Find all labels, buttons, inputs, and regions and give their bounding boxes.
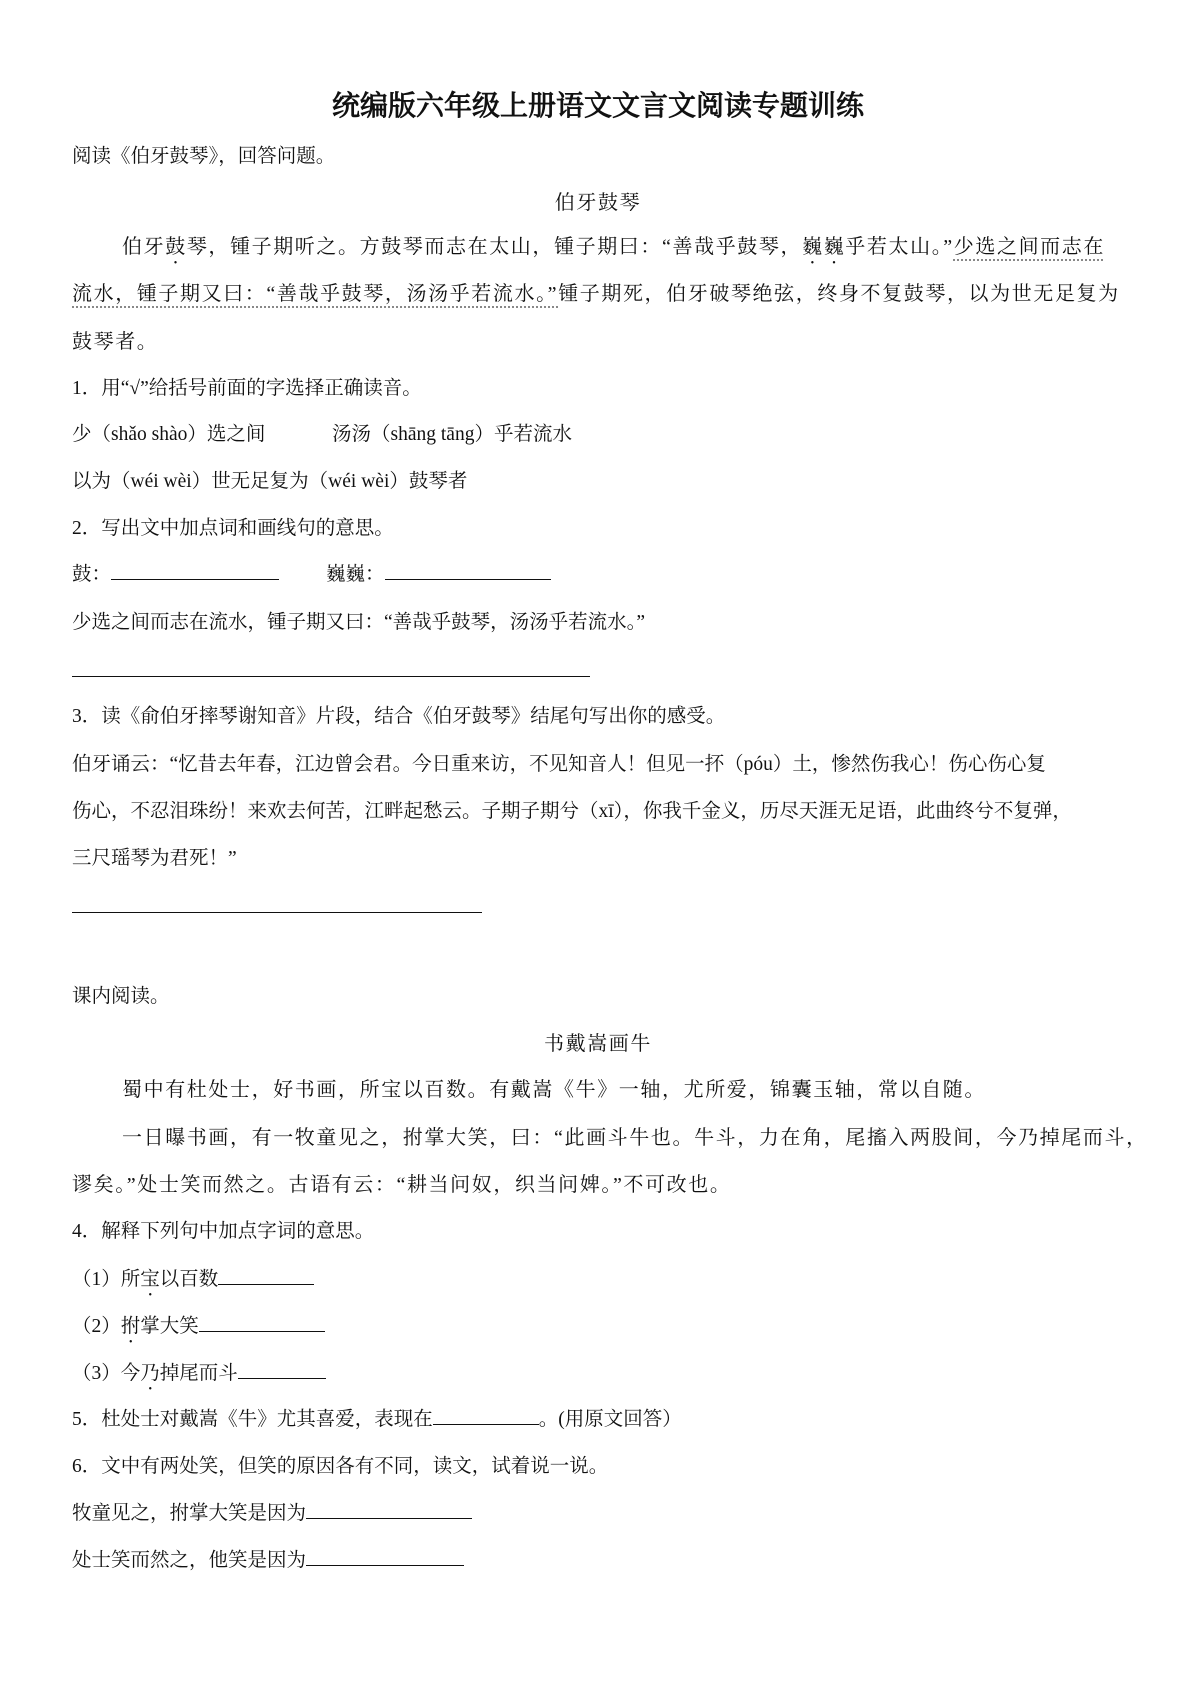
reading-intro-2: 课内阅读。 (72, 986, 170, 1007)
page-title: 统编版六年级上册语文文言文阅读专题训练 (331, 91, 864, 122)
q3-passage-line: 伯牙诵云：“忆昔去年春，江边曾会君。今日重来访，不见知音人！但见一抔（póu）土，惨然伤我心！伤心伤心复 (72, 754, 1046, 775)
question-4: 4．解释下列句中加点字词的意思。 (72, 1221, 375, 1242)
q2-answer-gu: 鼓： (72, 558, 279, 586)
answer-blank[interactable] (218, 1266, 314, 1285)
passage-line: 鼓琴者。 (72, 331, 159, 353)
answer-blank[interactable] (433, 1406, 539, 1425)
q1-item-b: 汤汤（shāng tāng）乎若流水 (332, 424, 572, 445)
answer-blank[interactable] (238, 1360, 326, 1379)
answer-blank[interactable] (111, 561, 279, 580)
reading-intro-1: 阅读《伯牙鼓琴》，回答问题。 (72, 146, 336, 167)
question-1: 1．用“√”给括号前面的字选择正确读音。 (72, 378, 422, 399)
answer-blank[interactable] (306, 1500, 472, 1519)
passage-line: 一日曝书画，有一牧童见之，拊掌大笑，曰：“此画斗牛也。牛斗，力在角，尾搐入两股间，今乃掉尾而斗， (122, 1127, 1148, 1149)
question-5: 5．杜处士对戴嵩《牛》尤其喜爱，表现在 。(用原文回答） (72, 1403, 682, 1431)
passage-title-1: 伯牙鼓琴 (554, 192, 642, 214)
answer-line[interactable] (72, 912, 482, 913)
answer-blank[interactable] (385, 561, 551, 580)
passage-title-2: 书戴嵩画牛 (544, 1033, 652, 1055)
passage-line: 伯牙鼓琴，锺子期听之。方鼓琴而志在太山，锺子期曰：“善哉乎鼓琴，巍巍乎若太山。”少选之间而志在 (122, 236, 1105, 258)
question-2: 2．写出文中加点词和画线句的意思。 (72, 518, 394, 539)
q4-item-3: （3）今乃掉尾而斗 (72, 1357, 326, 1395)
passage-line: 流水，锺子期又曰：“善哉乎鼓琴，汤汤乎若流水。”锺子期死，伯牙破琴绝弦，终身不复鼓琴，以为世无足复为 (72, 283, 1120, 305)
q6-item-b: 处士笑而然之，他笑是因为 (72, 1544, 464, 1572)
q4-item-2: （2）拊掌大笑 (72, 1310, 325, 1348)
answer-line[interactable] (72, 676, 590, 677)
q6-item-a: 牧童见之，拊掌大笑是因为 (72, 1497, 472, 1525)
passage-line: 谬矣。”处士笑而然之。古语有云：“耕当问奴，织当问婢。”不可改也。 (72, 1174, 732, 1196)
answer-blank[interactable] (199, 1313, 325, 1332)
q4-item-1: （1）所宝以百数 (72, 1263, 314, 1301)
passage-line: 蜀中有杜处士，好书画，所宝以百数。有戴嵩《牛》一轴，尤所爱，锦囊玉轴，常以自随。 (122, 1079, 986, 1101)
q1-item-a: 少（shǎo shào）选之间 (72, 424, 266, 445)
q3-passage-line: 三尺瑶琴为君死！” (72, 848, 237, 869)
q2-answer-weiwei: 巍巍： (326, 558, 551, 586)
q1-item-c: 以为（wéi wèi）世无足复为（wéi wèi）鼓琴者 (72, 471, 468, 492)
q3-passage-line: 伤心，不忍泪珠纷！来欢去何苦，江畔起愁云。子期子期兮（xī），你我千金义，历尽天涯无足语，此曲终兮不复弹， (72, 801, 1072, 822)
answer-blank[interactable] (306, 1547, 464, 1566)
q2-sentence: 少选之间而志在流水，锺子期又曰：“善哉乎鼓琴，汤汤乎若流水。” (72, 612, 646, 633)
question-3: 3．读《俞伯牙摔琴谢知音》片段，结合《伯牙鼓琴》结尾句写出你的感受。 (72, 706, 726, 727)
question-6: 6．文中有两处笑，但笑的原因各有不同，读文，试着说一说。 (72, 1456, 609, 1477)
